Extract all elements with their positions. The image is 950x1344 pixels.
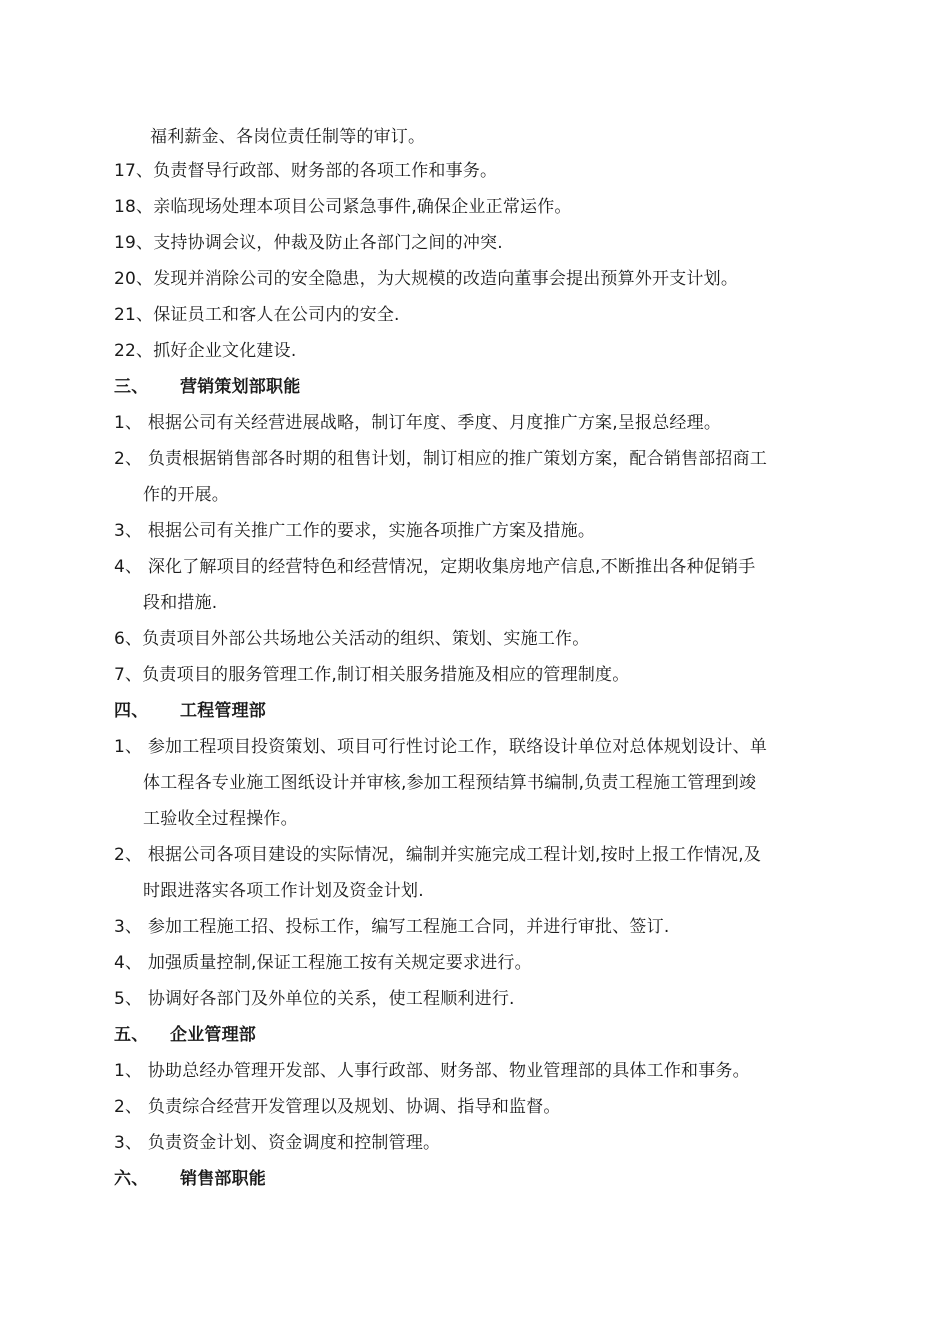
section-title: 企业管理部 — [170, 1025, 256, 1045]
list-item: 1、 根据公司有关经营进展战略，制订年度、季度、月度推广方案,呈报总经理。 — [114, 413, 722, 433]
list-item: 3、 负责资金计划、资金调度和控制管理。 — [114, 1133, 441, 1153]
paragraph-line: 福利薪金、各岗位责任制等的审订。 — [150, 127, 426, 147]
list-item: 2、 负责综合经营开发管理以及规划、协调、指导和监督。 — [114, 1097, 561, 1117]
list-item: 18、亲临现场处理本项目公司紧急事件,确保企业正常运作。 — [114, 197, 572, 217]
list-item-continuation: 段和措施. — [143, 593, 218, 613]
section-heading — [114, 1024, 256, 1046]
list-item: 4、 加强质量控制,保证工程施工按有关规定要求进行。 — [114, 953, 532, 973]
list-item: 3、 根据公司有关推广工作的要求，实施各项推广方案及措施。 — [114, 521, 596, 541]
list-item-continuation: 工验收全过程操作。 — [143, 809, 298, 829]
list-item: 1、 协助总经办管理开发部、人事行政部、财务部、物业管理部的具体工作和事务。 — [114, 1061, 750, 1081]
list-item: 4、 深化了解项目的经营特色和经营情况，定期收集房地产信息,不断推出各种促销手 — [114, 557, 756, 577]
section-title: 销售部职能 — [180, 1169, 266, 1189]
section-heading — [114, 376, 300, 398]
list-item: 2、 根据公司各项目建设的实际情况，编制并实施完成工程计划,按时上报工作情况,及 — [114, 845, 762, 865]
list-item: 22、抓好企业文化建设. — [114, 341, 297, 361]
list-item: 7、负责项目的服务管理工作,制订相关服务措施及相应的管理制度。 — [114, 665, 630, 685]
list-item: 19、支持协调会议，仲裁及防止各部门之间的冲突. — [114, 233, 503, 253]
list-item: 20、发现并消除公司的安全隐患，为大规模的改造向董事会提出预算外开支计划。 — [114, 269, 739, 289]
section-number: 四、 — [114, 701, 149, 721]
section-heading — [114, 700, 266, 722]
list-item-continuation: 作的开展。 — [143, 485, 229, 505]
list-item: 6、负责项目外部公共场地公关活动的组织、策划、实施工作。 — [114, 629, 590, 649]
list-item: 1、 参加工程项目投资策划、项目可行性讨论工作，联络设计单位对总体规划设计、单 — [114, 737, 768, 757]
section-title: 营销策划部职能 — [180, 377, 301, 397]
section-heading — [114, 1168, 266, 1190]
list-item: 5、 协调好各部门及外单位的关系，使工程顺利进行. — [114, 989, 515, 1009]
list-item: 17、负责督导行政部、财务部的各项工作和事务。 — [114, 161, 498, 181]
list-item-continuation: 体工程各专业施工图纸设计并审核,参加工程预结算书编制,负责工程施工管理到竣 — [143, 773, 757, 793]
section-number: 五、 — [114, 1025, 149, 1045]
section-number: 三、 — [114, 377, 149, 397]
list-item-continuation: 时跟进落实各项工作计划及资金计划. — [143, 881, 424, 901]
list-item: 21、保证员工和客人在公司内的安全. — [114, 305, 400, 325]
list-item: 3、 参加工程施工招、投标工作，编写工程施工合同，并进行审批、签订. — [114, 917, 670, 937]
section-title: 工程管理部 — [180, 701, 266, 721]
section-number: 六、 — [114, 1169, 149, 1189]
list-item: 2、 负责根据销售部各时期的租售计划，制订相应的推广策划方案，配合销售部招商工 — [114, 449, 768, 469]
